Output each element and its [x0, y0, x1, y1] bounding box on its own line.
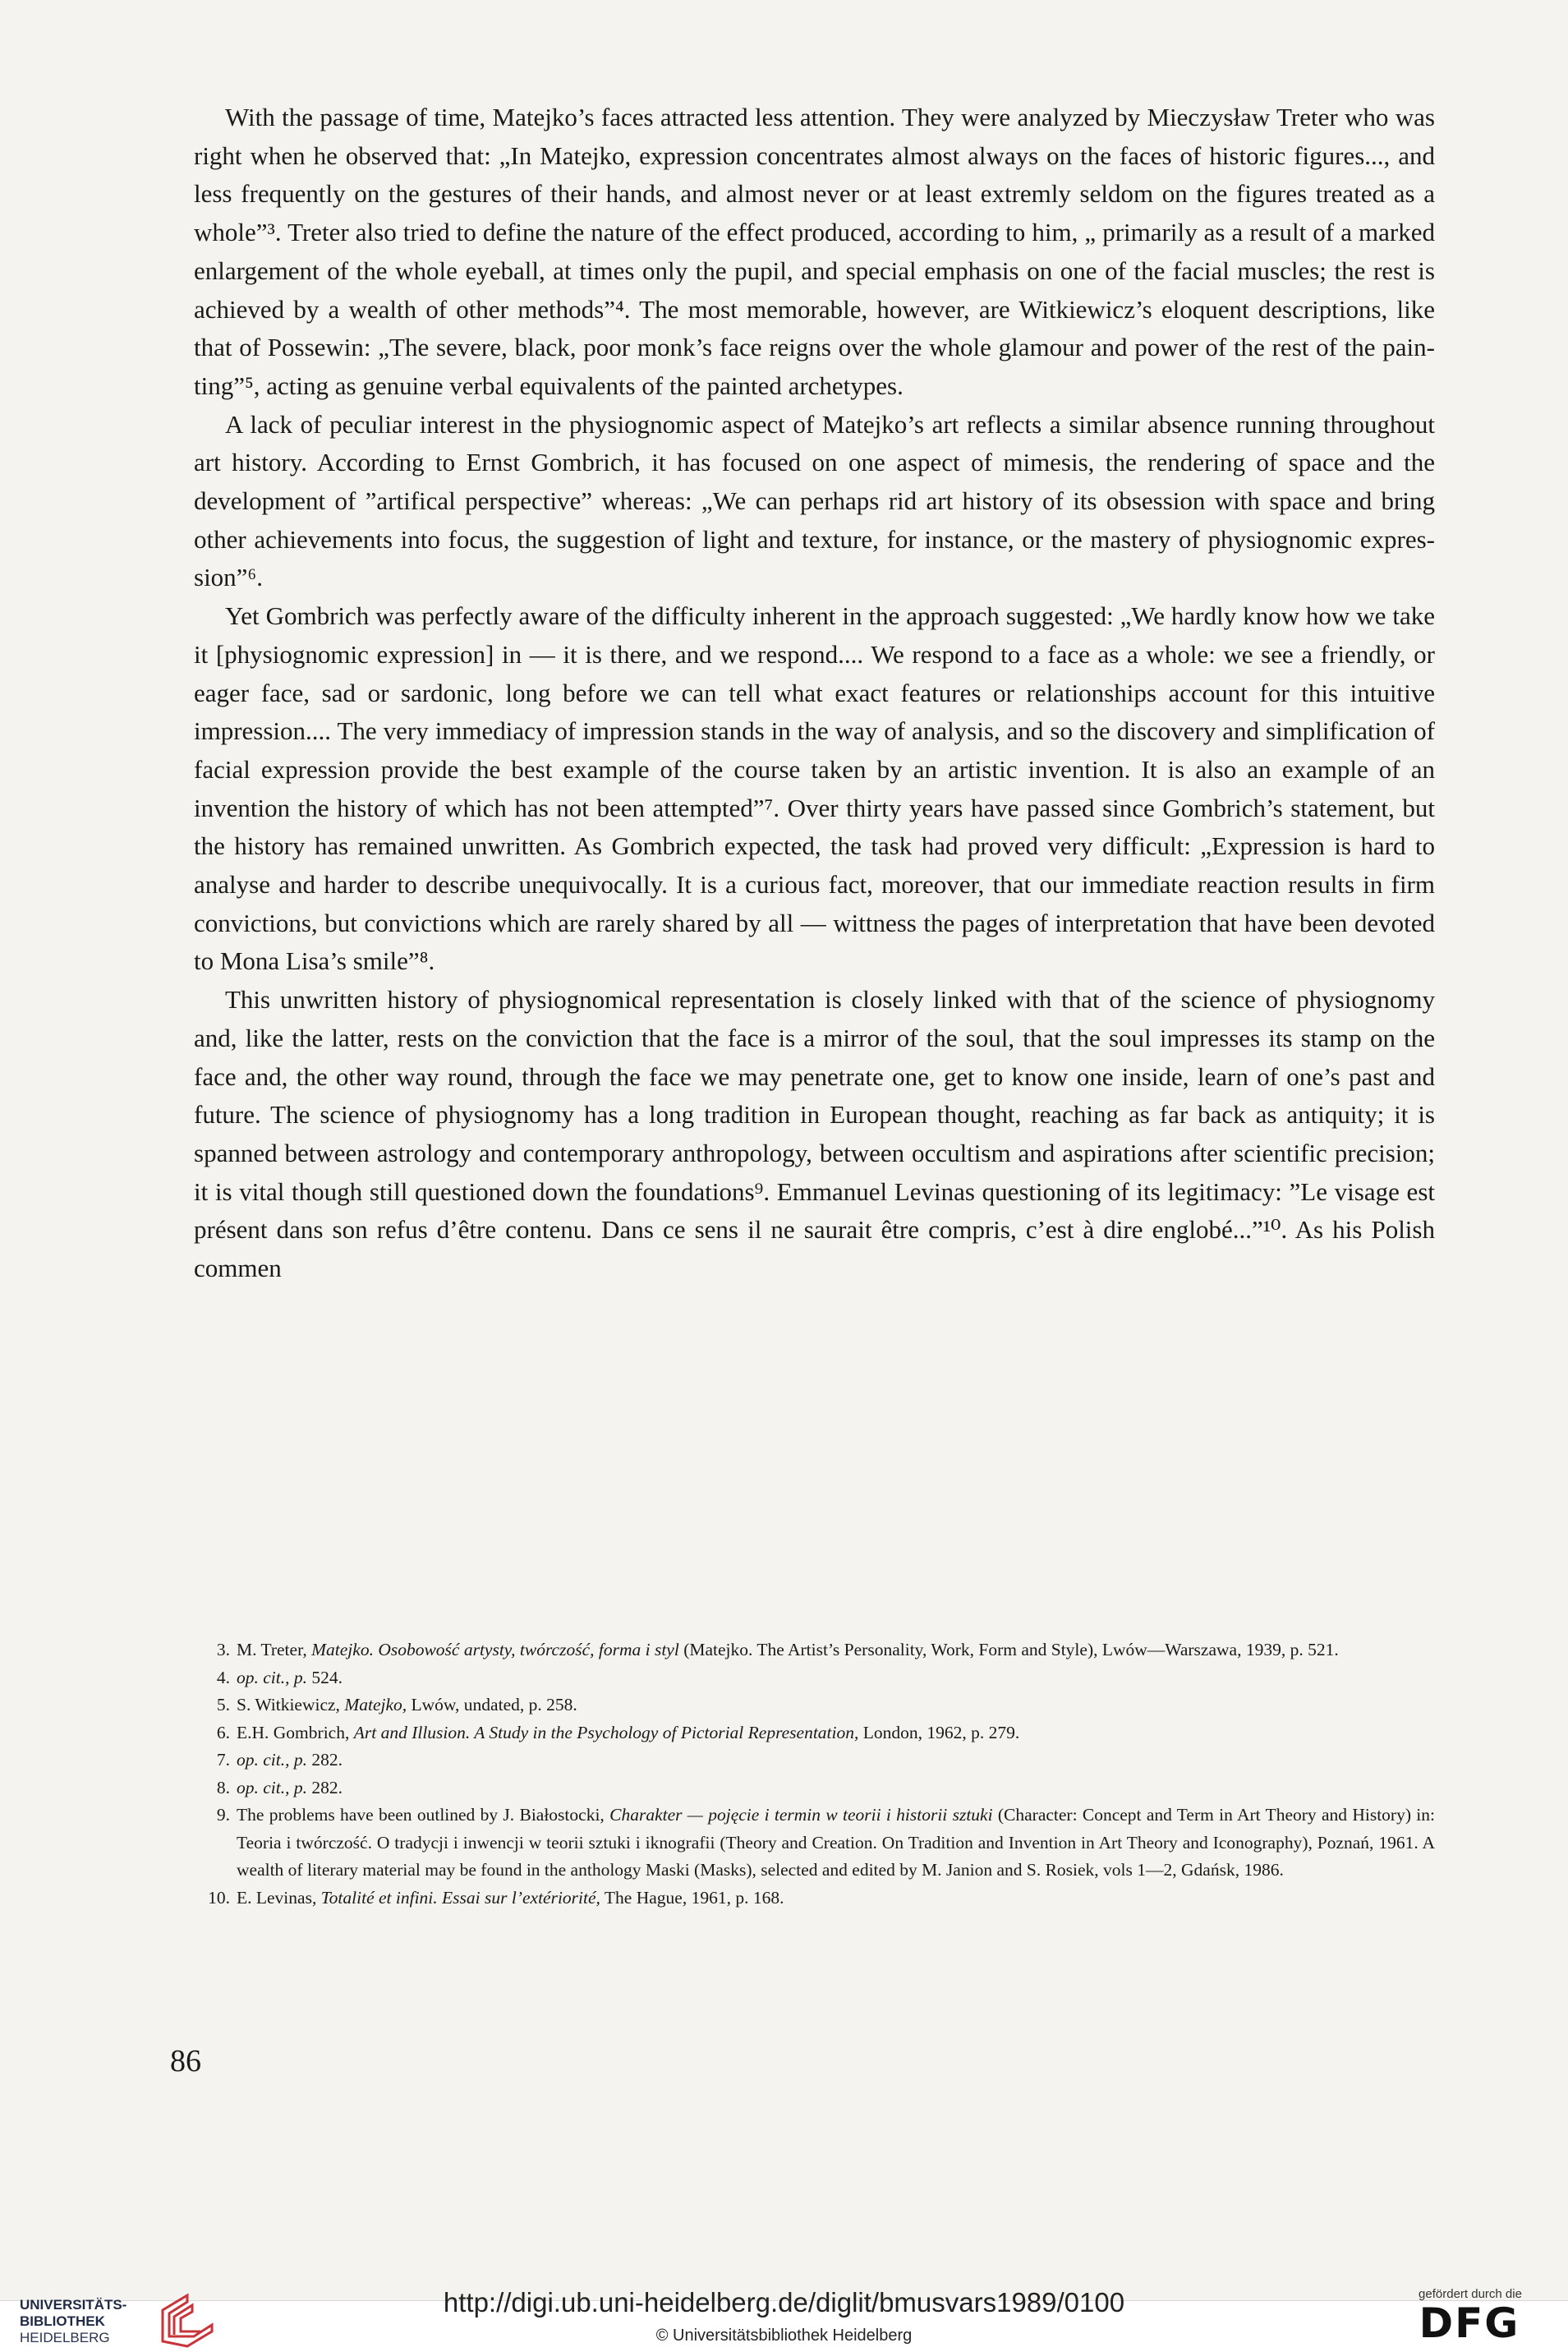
footnote-number: 10. [208, 1887, 230, 1908]
footnotes [194, 1636, 1435, 1912]
paragraph: With the passage of time, Matejko’s faces attracted less attention. They were analyzed by Mieczysław Treter who was right when he observed that: „In Matejko, expression concentrates almost always on the faces of historic figures..., and less frequently on the gestures of their hands, and almost never or at least extremly seldom on the figures treated as a whole”³. Treter also tried to define the nature of the effect produced, according to him, „ primarily as a result of a marked enlargement of the whole eyeball, at times only the pupil, and special emphasis on one of the facial muscles; the rest is achieved by a wealth of other methods”⁴. The most memorable, however, are Witkiewicz’s eloquent descriptions, like that of Possewin: „The severe, black, poor monk’s face reigns over the whole glamour and power of the rest of the painting”⁵, acting as genuine verbal equivalents of the painted archetypes. [194, 103, 1435, 400]
footnote-number: 8. [216, 1777, 230, 1797]
footnote-title: op. cit., p. [237, 1750, 307, 1770]
footnote: 4. op. cit., p. 524. [194, 1664, 1435, 1692]
copyright-notice: © Universitätsbibliothek Heidelberg [655, 2327, 913, 2345]
footnote-title: Art and Illusion. A Study in the Psychology of Pictorial Representation, [353, 1722, 859, 1742]
footnote-title: Totalité et infini. Essai sur l’extériorité, [320, 1887, 600, 1908]
footnote-title: op. cit., p. [237, 1667, 307, 1687]
footnote-number: 4. [216, 1667, 230, 1687]
funder-logo: DFG [1419, 2299, 1520, 2347]
footnote-title: op. cit., p. [237, 1777, 307, 1797]
footnote-number: 7. [216, 1750, 230, 1770]
funder-caption: gefördert durch die [1419, 2287, 1522, 2301]
footnote-title: Matejko, [344, 1695, 407, 1715]
footnote: 10. E. Levinas, Totalité et infini. Essai sur l’extériorité, The Hague, 1961, p. 168. [194, 1885, 1435, 1912]
footnote: 8. op. cit., p. 282. [194, 1774, 1435, 1802]
footnote: 7. op. cit., p. 282. [194, 1747, 1435, 1774]
paragraph: Yet Gombrich was perfectly aware of the difficulty inherent in the approach suggested: „We hardly know how we take it [physiognomic expression] in — it is there, and we respond.... We respond to a face as a whole: we see a friendly, or eager face, sad or sardonic, long before we can tell what exact features or relationships account for this intuitive impression.... The very immediacy of impression stands in the way of analysis, and so the discovery and simplification of facial expression provide the best example of the course taken by an artistic invention. It is also an example of an invention the history of which has not been attempted”⁷. Over thirty years have passed since Gombrich’s statement, but the history has remained unwritten. As Gombrich expected, the task had proved very difficult: „Expression is hard to analyse and harder to describe unequivocally. It is a curious fact, moreover, that our immediate reaction results in firm convictions, but convictions which are rarely shared by all — wittness the pages of interpretation that have been devoted to Mona Lisa’s smile”⁸. [194, 601, 1435, 976]
page-number: 86 [170, 2044, 201, 2078]
footnote-number: 5. [216, 1695, 230, 1715]
footnote-title: Matejko. Osobowość artysty, twórczość, forma i styl [311, 1640, 679, 1659]
footnote: 5. S. Witkiewicz, Matejko, Lwów, undated, p. 258. [194, 1692, 1435, 1719]
footnote-number: 6. [216, 1722, 230, 1742]
footnote-number: 9. [216, 1805, 230, 1825]
library-name: UNIVERSITÄTS- BIBLIOTHEK HEIDELBERG [20, 2297, 127, 2345]
footnote: 9. The problems have been outlined by J. Białostocki, Charakter — pojęcie i termin w teorii i historii sztuki (Character: Concept and Term in Art Theory and History) in: Teoria i twórczość. O tradycji i inwencji w teorii sztuki i iknografii (Theory and Creation. On Tradition and Invention in Art Theory and Iconography), Poznań, 1961. A wealth of literary material may be found in the anthology Maski (Masks), selected and edited by M. Janion and S. Rosiek, vols 1—2, Gdańsk, 1986. [194, 1802, 1435, 1885]
footnote-title: Charakter — pojęcie i termin w teorii i historii sztuki [609, 1805, 993, 1825]
permalink-url[interactable]: http://digi.ub.uni-heidelberg.de/diglit/bmusvars1989/0100 [443, 2287, 1125, 2317]
paragraph: A lack of peculiar interest in the physiognomic aspect of Matejko’s art reflects a similar absence running throughout art history. According to Ernst Gombrich, it has focused on one aspect of mimesis, the rendering of space and the development of ”artifical perspective” whereas: „We can perhaps rid art history of its obsession with space and bring other achievements into focus, the suggestion of light and texture, for instance, or the mastery of physiognomic expression”⁶. [194, 409, 1435, 592]
body-text [194, 99, 1435, 1288]
footnote: 3. M. Treter, Matejko. Osobowość artysty, twórczość, forma i styl (Matejko. The Artist’s Personality, Work, Form and Style), Lwów—Warszawa, 1939, p. 521. [194, 1636, 1435, 1664]
paragraph: This unwritten history of physiognomical representation is closely linked with that of the science of physiognomy and, like the latter, rests on the conviction that the face is a mirror of the soul, that the soul impresses its stamp on the face and, the other way round, through the face we may penetrate one, get to know one inside, learn of one’s past and future. The science of physiognomy has a long tradition in European thought, reaching as far back as antiquity; it is spanned between astrology and contemporary anthropology, between occultism and aspirations after scientific precision; it is vital though still questioned down the foundations⁹. Emmanuel Levinas questioning of its legitimacy: ”Le visage est présent dans son refus d’être contenu. Dans ce sens il ne saurait être compris, c’est à dire englobé...”¹⁰. As his Polish commen [194, 985, 1435, 1283]
footnote: 6. E.H. Gombrich, Art and Illusion. A Study in the Psychology of Pictorial Representation, London, 1962, p. 279. [194, 1719, 1435, 1747]
footnote-number: 3. [216, 1640, 230, 1659]
